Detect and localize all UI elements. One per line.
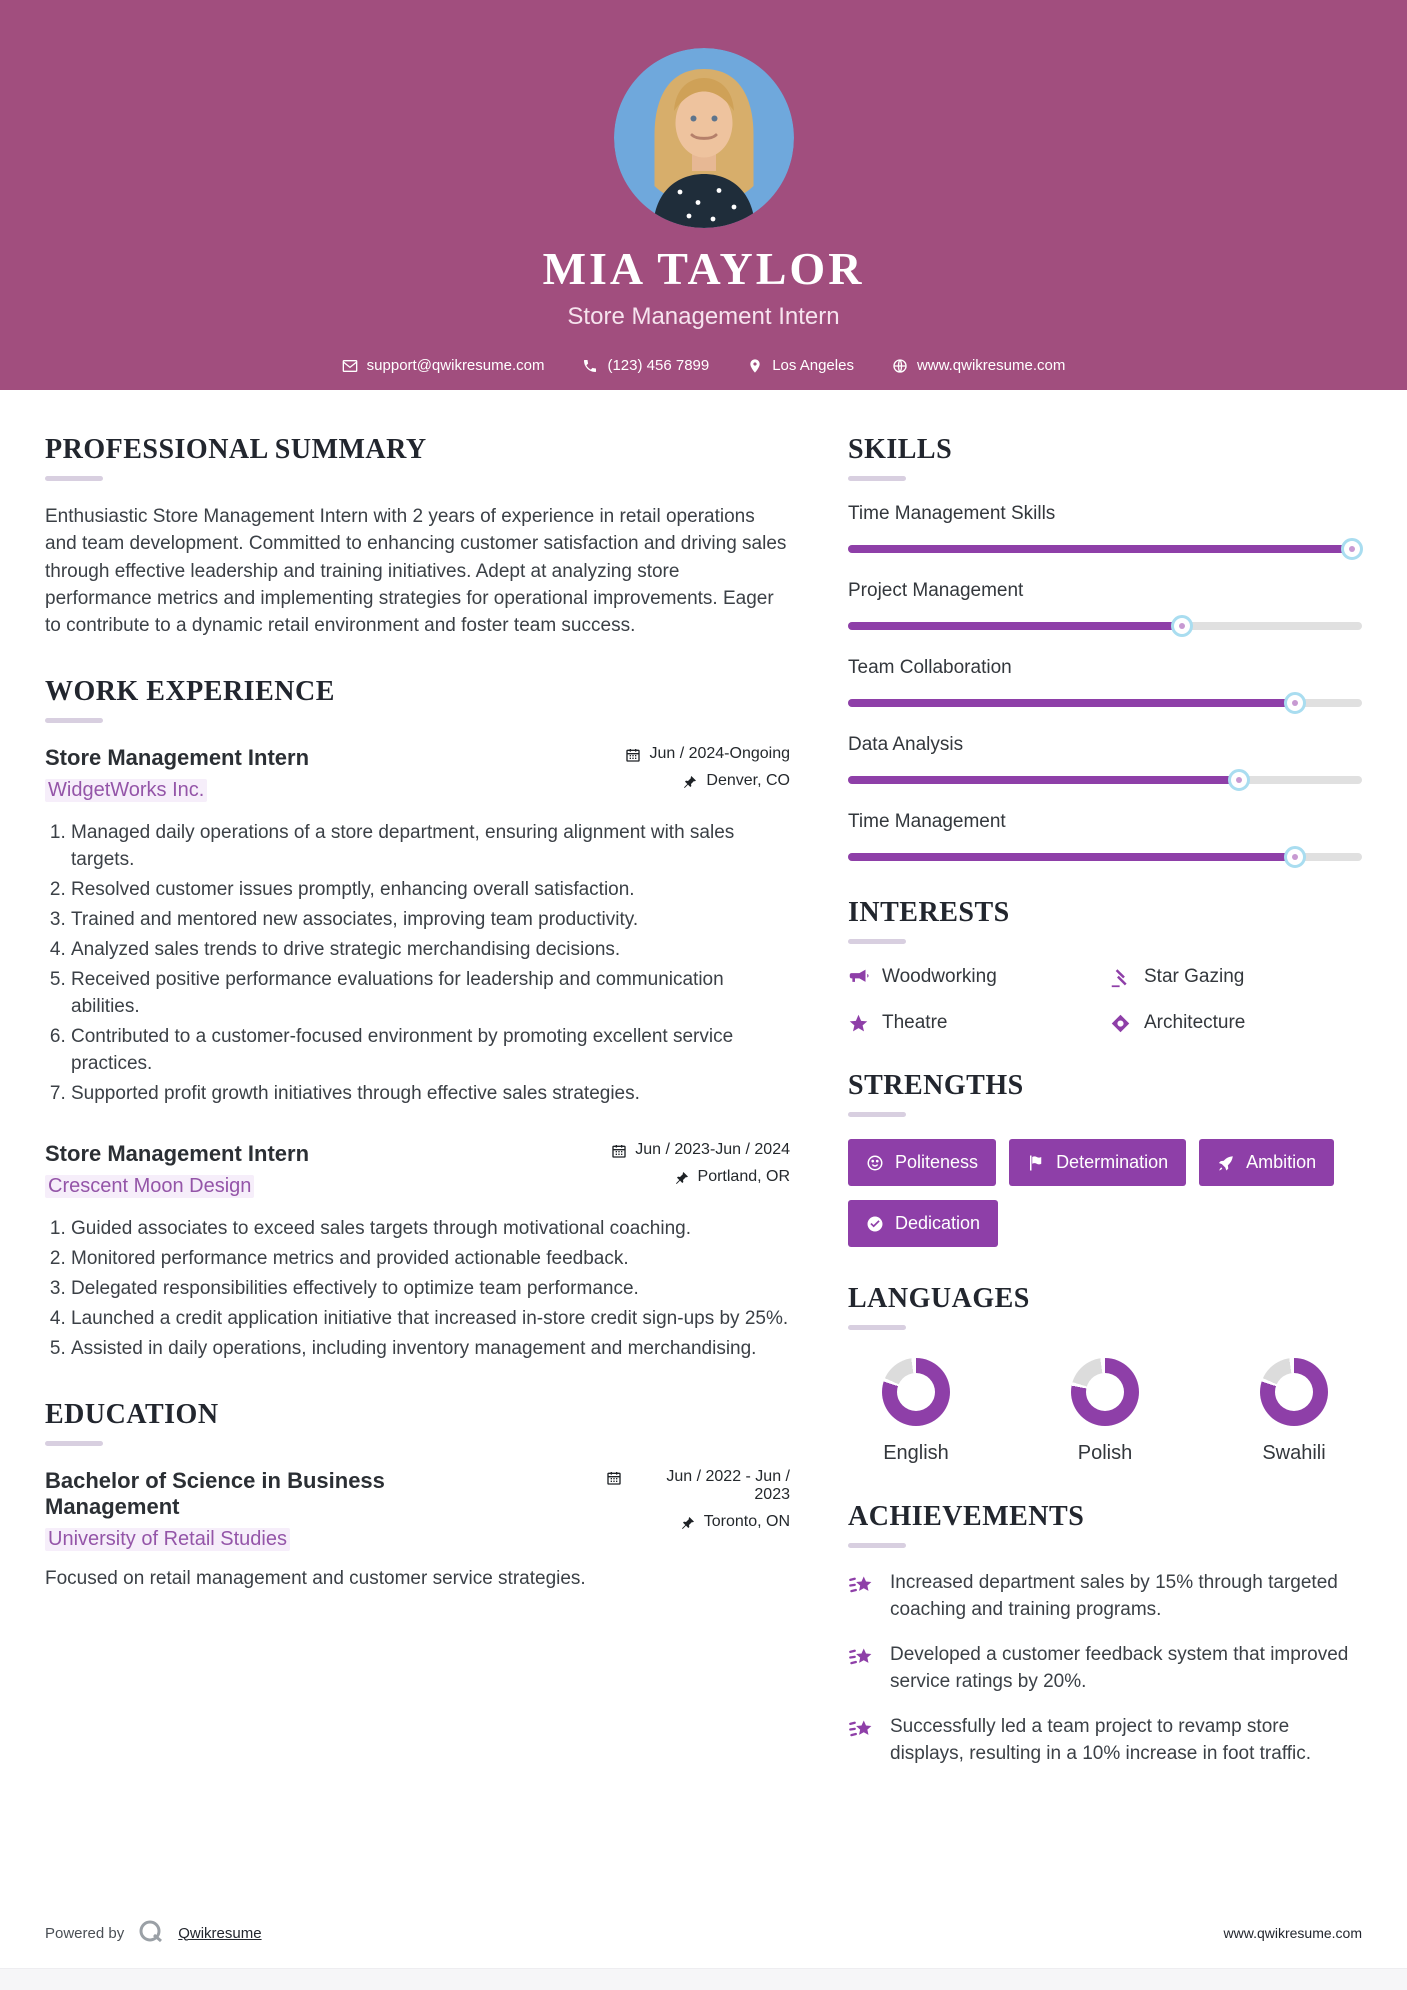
language-label: Swahili [1262, 1442, 1326, 1464]
contact-phone[interactable] [582, 357, 709, 374]
job-bullet: 7. Supported profit growth initiatives through effective sales strategies. [71, 1081, 790, 1108]
achievement-text: Increased department sales by 15% through targeted coaching and training programs. [890, 1572, 1338, 1620]
skill-row [848, 734, 1362, 784]
heading-underline [848, 476, 906, 481]
contact-phone-text: (123) 456 7899 [607, 357, 710, 374]
interests-heading: INTERESTS [848, 897, 1010, 928]
star-icon [848, 1013, 869, 1034]
skill-row [848, 580, 1362, 630]
strength-badge [1199, 1139, 1334, 1186]
heading-underline [45, 718, 103, 723]
section-professional-summary [45, 434, 790, 640]
section-strengths [848, 1070, 1362, 1247]
education-heading: EDUCATION [45, 1399, 219, 1431]
person-name: MIA TAYLOR [542, 243, 865, 294]
education-location: Toronto, ON [703, 1513, 790, 1531]
degree-title: Bachelor of Science in Business Management [45, 1468, 385, 1520]
location-icon [747, 358, 763, 374]
skill-bar [848, 853, 1362, 861]
job-company: Crescent Moon Design [45, 1175, 254, 1198]
interest-label: Theatre [882, 1012, 948, 1033]
globe-icon [892, 358, 908, 374]
profile-photo-illustration [614, 48, 794, 228]
job-meta [611, 1141, 790, 1195]
job-bullet: 1. Managed daily operations of a store department, ensuring alignment with sales targets. [71, 820, 790, 874]
calendar-icon [625, 747, 641, 763]
job-entry-1 [45, 745, 790, 1108]
work-heading: WORK EXPERIENCE [45, 675, 335, 707]
job-bullet: 4. Launched a credit application initiative that increased in-store credit sign-ups by 25%. [71, 1306, 790, 1333]
strength-badge [1009, 1139, 1186, 1186]
skill-slider-handle [1284, 846, 1306, 868]
rocket-icon [1217, 1154, 1235, 1172]
interest-label: Architecture [1144, 1012, 1246, 1033]
interest-item [848, 1012, 1100, 1034]
job-dates: Jun / 2023-Jun / 2024 [635, 1141, 790, 1159]
section-skills [848, 434, 1362, 861]
strength-badge [848, 1139, 996, 1186]
shooting-star-icon [848, 1572, 875, 1599]
language-label: Polish [1077, 1442, 1133, 1464]
skill-bar [848, 545, 1362, 553]
tag-icon [1110, 1013, 1131, 1034]
skill-bar [848, 699, 1362, 707]
contact-email[interactable] [342, 357, 545, 374]
achievement-item [848, 1570, 1362, 1624]
section-interests [848, 897, 1362, 1034]
footer [45, 1918, 1362, 1948]
flag-icon [1027, 1154, 1045, 1172]
heading-underline [848, 939, 906, 944]
footer-website[interactable]: www.qwikresume.com [1223, 1925, 1362, 1941]
job-bullet-list [45, 1216, 790, 1363]
job-company: WidgetWorks Inc. [45, 779, 207, 802]
heading-underline [848, 1543, 906, 1548]
contact-location-text: Los Angeles [772, 357, 854, 374]
shooting-star-icon [848, 1644, 875, 1671]
skill-label: Time Management Skills [848, 503, 1056, 524]
contact-row [40, 357, 1367, 374]
person-title: Store Management Intern [567, 303, 840, 330]
language-item [1234, 1358, 1354, 1465]
job-title: Store Management Intern [45, 744, 310, 770]
achievement-item [848, 1642, 1362, 1696]
contact-location [747, 357, 854, 374]
main-content [0, 390, 1407, 1804]
interest-item [848, 966, 1100, 988]
skills-heading: SKILLS [848, 434, 953, 465]
interest-item [1110, 966, 1362, 988]
achievement-text: Successfully led a team project to revamp store displays, resulting in a 10% increase in foot traffic. [890, 1715, 1312, 1764]
skill-label: Time Management [848, 811, 1006, 832]
job-bullet: 5. Assisted in daily operations, including inventory management and merchandising. [71, 1336, 790, 1363]
heading-underline [848, 1112, 906, 1117]
skill-bar-fill [848, 853, 1295, 861]
achievement-item [848, 1714, 1362, 1768]
skill-slider-handle [1228, 769, 1250, 791]
contact-website-text: www.qwikresume.com [916, 357, 1066, 374]
job-meta [625, 745, 790, 799]
skill-slider-handle [1341, 538, 1363, 560]
job-title: Store Management Intern [45, 1141, 310, 1167]
skill-bar [848, 776, 1362, 784]
interest-item [1110, 1012, 1362, 1034]
summary-heading: PROFESSIONAL SUMMARY [45, 434, 427, 465]
skill-bar-fill [848, 622, 1182, 630]
contact-email-text: support@qwikresume.com [366, 357, 545, 374]
achievement-text: Developed a customer feedback system that improved service ratings by 20%. [890, 1643, 1349, 1692]
heading-underline [45, 476, 103, 481]
skill-row [848, 503, 1362, 553]
job-dates: Jun / 2024-Ongoing [649, 744, 790, 762]
job-bullet: 3. Trained and mentored new associates, improving team productivity. [71, 907, 790, 934]
interest-label: Woodworking [882, 966, 997, 987]
qwikresume-link[interactable]: Qwikresume [178, 1924, 262, 1942]
header [0, 0, 1407, 390]
profile-photo [614, 48, 794, 228]
job-bullet: 5. Received positive performance evaluations for leadership and communication abilities. [71, 967, 790, 1021]
education-dates: Jun / 2022 - Jun / 2023 [666, 1468, 790, 1504]
gavel-icon [1110, 967, 1131, 988]
bottom-strip [0, 1968, 1407, 1990]
achievements-heading: ACHIEVEMENTS [848, 1501, 1085, 1532]
calendar-icon [611, 1143, 627, 1159]
powered-by-text: Powered by [45, 1924, 125, 1942]
section-education [45, 1399, 790, 1592]
skill-row [848, 811, 1362, 861]
email-icon [342, 358, 358, 374]
strength-label: Ambition [1246, 1152, 1317, 1172]
strength-badge [848, 1200, 998, 1247]
pushpin-icon [674, 1170, 690, 1186]
skill-bar [848, 622, 1362, 630]
skill-slider-handle [1171, 615, 1193, 637]
phone-icon [582, 358, 598, 374]
interest-label: Star Gazing [1144, 966, 1245, 987]
pushpin-icon [682, 774, 698, 790]
languages-heading: LANGUAGES [848, 1283, 1030, 1314]
section-achievements [848, 1501, 1362, 1768]
language-donut-chart [1071, 1358, 1139, 1426]
job-bullet: 3. Delegated responsibilities effectively to optimize team performance. [71, 1276, 790, 1303]
skill-slider-handle [1284, 692, 1306, 714]
language-item [856, 1358, 976, 1465]
language-donut-chart [1260, 1358, 1328, 1426]
summary-text: Enthusiastic Store Management Intern with 2 years of experience in retail operations and team development. Committed to enhancing customer satisfaction and driving sales through effective leadership and training initiatives. Adept at analyzing store performance metrics and implementing strategies for operational improvements. Eager to contribute to a dynamic retail environment and foster team success. [45, 506, 787, 637]
language-item [1045, 1358, 1165, 1465]
job-location: Denver, CO [706, 771, 790, 789]
job-bullet: 6. Contributed to a customer-focused environment by promoting excellent service practices. [71, 1024, 790, 1078]
job-bullet: 4. Analyzed sales trends to drive strategic merchandising decisions. [71, 937, 790, 964]
job-location: Portland, OR [697, 1168, 790, 1186]
skill-bar-fill [848, 776, 1239, 784]
calendar-icon [606, 1470, 622, 1486]
skill-label: Data Analysis [848, 734, 964, 755]
education-summary: Focused on retail management and customer service strategies. [45, 1568, 586, 1590]
skill-row [848, 657, 1362, 707]
left-column [45, 434, 790, 1804]
contact-website[interactable] [892, 357, 1065, 374]
skill-bar-fill [848, 545, 1352, 553]
skill-label: Team Collaboration [848, 657, 1012, 678]
check-circle-icon [866, 1215, 884, 1233]
skill-bar-fill [848, 699, 1295, 707]
strengths-heading: STRENGTHS [848, 1070, 1024, 1101]
job-entry-2 [45, 1141, 790, 1363]
job-bullet: 1. Guided associates to exceed sales targets through motivational coaching. [71, 1216, 790, 1243]
section-languages [848, 1283, 1362, 1465]
school-name: University of Retail Studies [45, 1528, 290, 1551]
section-work-experience [45, 676, 790, 1364]
qwikresume-logo-icon [136, 1918, 166, 1948]
pushpin-icon [680, 1515, 696, 1531]
job-bullet: 2. Resolved customer issues promptly, enhancing overall satisfaction. [71, 877, 790, 904]
shooting-star-icon [848, 1716, 875, 1743]
strength-label: Politeness [895, 1152, 979, 1172]
language-donut-chart [882, 1358, 950, 1426]
megaphone-icon [848, 967, 869, 988]
smiley-icon [866, 1154, 884, 1172]
job-bullet-list [45, 820, 790, 1108]
strength-label: Determination [1056, 1152, 1169, 1172]
education-meta [606, 1468, 790, 1540]
heading-underline [848, 1325, 906, 1330]
right-column [848, 434, 1362, 1804]
language-label: English [883, 1442, 949, 1464]
skill-label: Project Management [848, 580, 1024, 601]
heading-underline [45, 1441, 103, 1446]
strength-label: Dedication [895, 1213, 981, 1233]
job-bullet: 2. Monitored performance metrics and provided actionable feedback. [71, 1246, 790, 1273]
